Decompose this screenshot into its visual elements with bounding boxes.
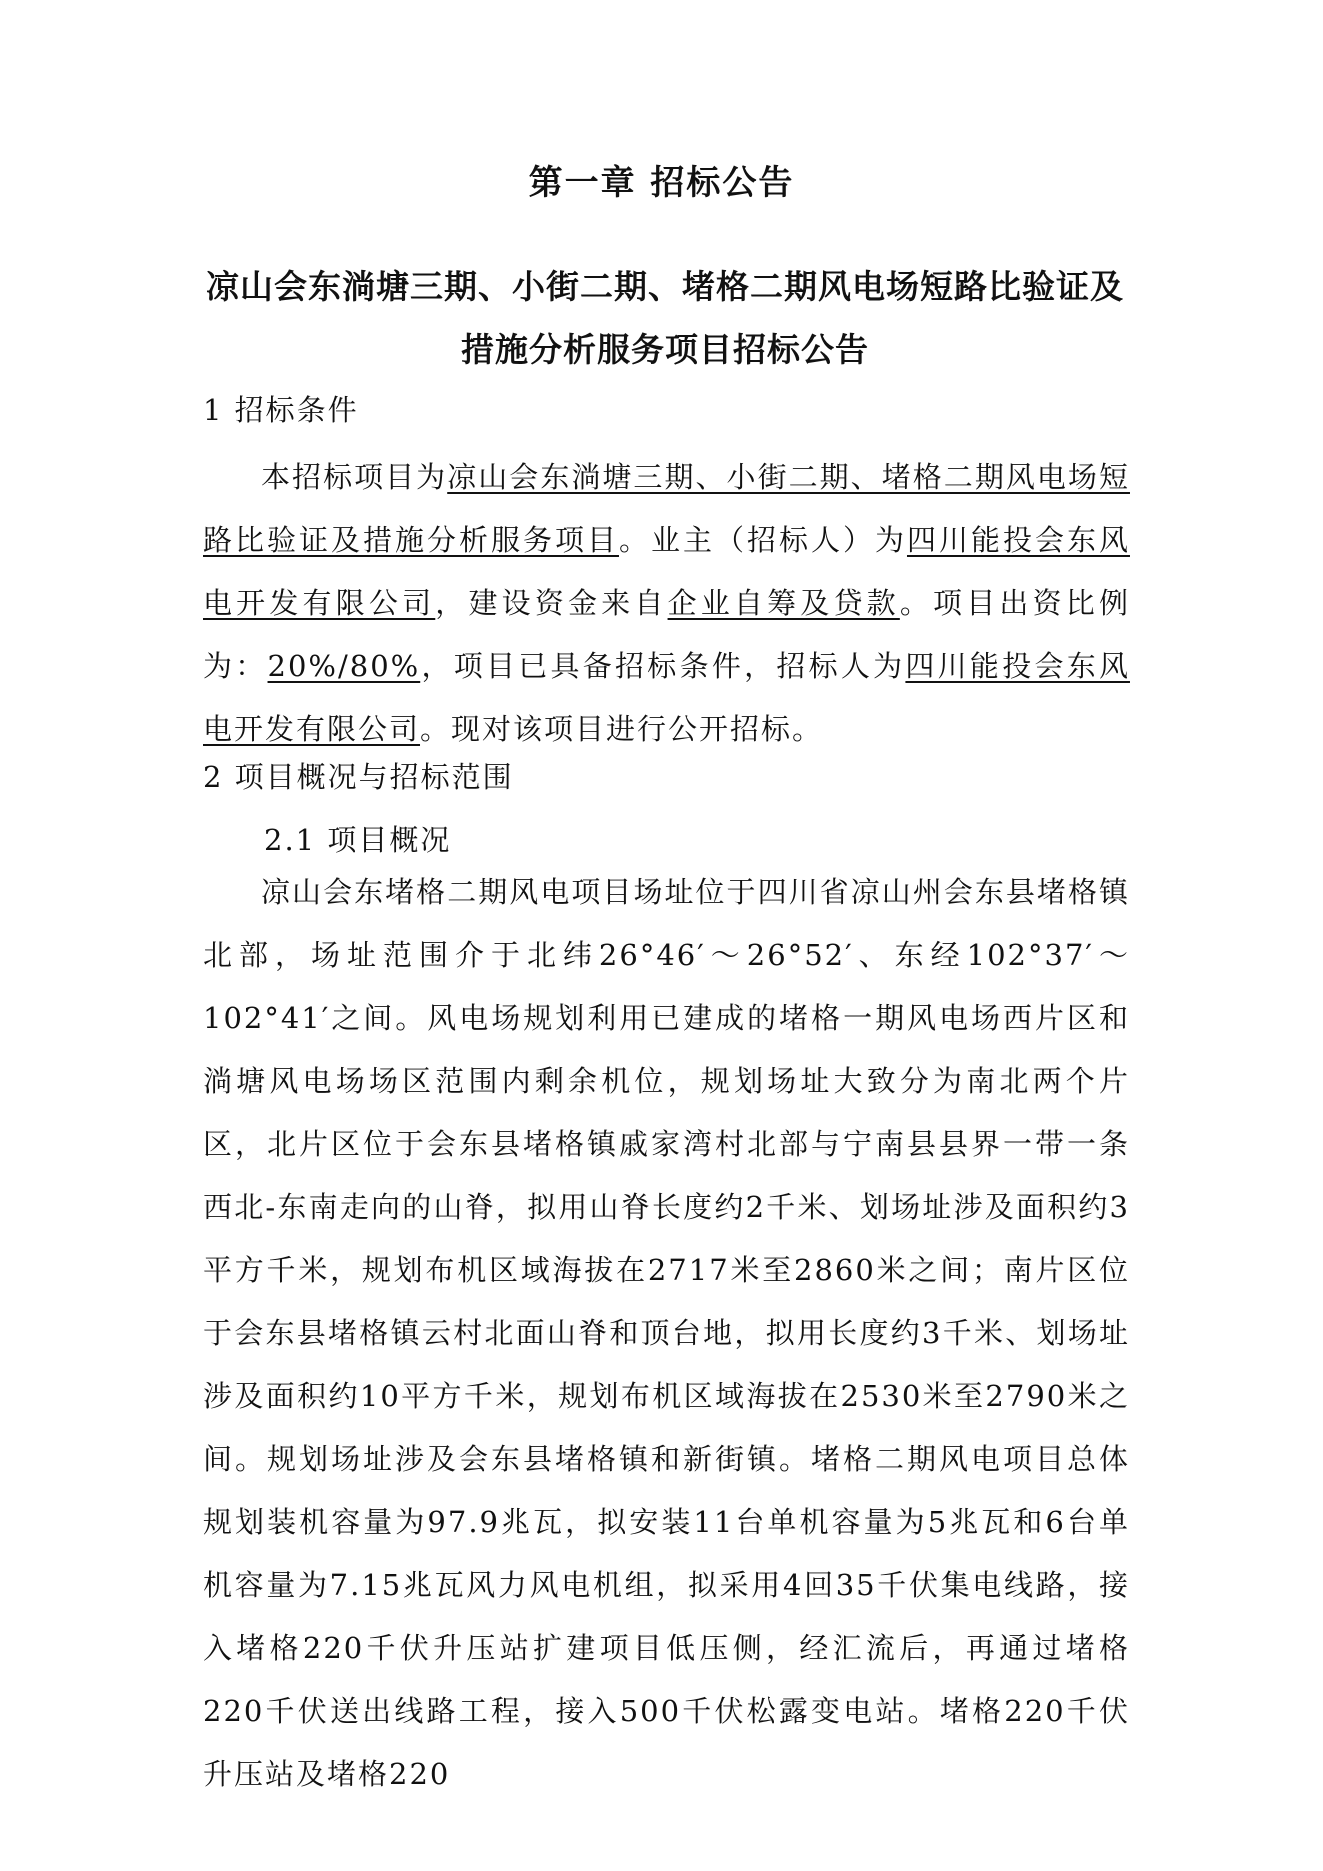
project-name: 凉山会东淌塘三期、小街二期、堵格二期风电场短路比验证及措施分析服务项目 <box>203 460 1130 557</box>
text-segment: ，建设资金来自 <box>435 586 668 620</box>
fund-source: 企业自筹及贷款 <box>667 586 900 620</box>
section-1-heading: 1 招标条件 <box>203 393 359 427</box>
text-segment: 。现对该项目进行公开招标。 <box>420 712 824 746</box>
chapter-title: 第一章 招标公告 <box>528 163 795 203</box>
text-segment: ，项目已具备招标条件，招标人为 <box>420 649 906 683</box>
funding-ratio: 20%/80% <box>267 649 421 683</box>
section-2-1-heading: 2.1 项目概况 <box>264 823 452 857</box>
text-segment: 。项目出资比例为： <box>203 586 1130 683</box>
text-segment: 。业主（招标人）为 <box>618 523 907 557</box>
announcement-title-line-1: 凉山会东淌塘三期、小街二期、堵格二期风电场短路比验证及 <box>206 267 1124 306</box>
section-2-heading: 2 项目概况与招标范围 <box>203 760 514 794</box>
tender-conditions-paragraph <box>203 446 1130 761</box>
tenderer-name: 四川能投会东风电开发有限公司 <box>203 649 1130 746</box>
owner-name: 四川能投会东风电开发有限公司 <box>203 523 1130 620</box>
announcement-title-line-2: 措施分析服务项目招标公告 <box>461 330 869 369</box>
project-overview-paragraph: 凉山会东堵格二期风电项目场址位于四川省凉山州会东县堵格镇北部，场址范围介于北纬26°46′～26°52′、东经102°37′～102°41′之间。风电场规划利用已建成的堵格一期风电场西片区和淌塘风电场场区范围内剩余机位，规划场址大致分为南北两个片区，北片区位于会东县堵格镇戚家湾村北部与宁南县县界一带一条西北-东南走向的山脊，拟用山脊长度约2千米、划场址涉及面积约3平方千米，规划布机区域海拔在2717米至2860米之间；南片区位于会东县堵格镇云村北面山脊和顶台地，拟用长度约3千米、划场址涉及面积约10平方千米，规划布机区域海拔在2530米至2790米之间。规划场址涉及会东县堵格镇和新街镇。堵格二期风电项目总体规划装机容量为97.9兆瓦，拟安装11台单机容量为5兆瓦和6台单机容量为7.15兆瓦风力风电机组，拟采用4回35千伏集电线路，接入堵格220千伏升压站扩建项目低压侧，经汇流后，再通过堵格220千伏送出线路工程，接入500千伏松露变电站。堵格220千伏升压站及堵格220 <box>203 875 1130 1791</box>
text-segment: 本招标项目为 <box>261 460 448 494</box>
